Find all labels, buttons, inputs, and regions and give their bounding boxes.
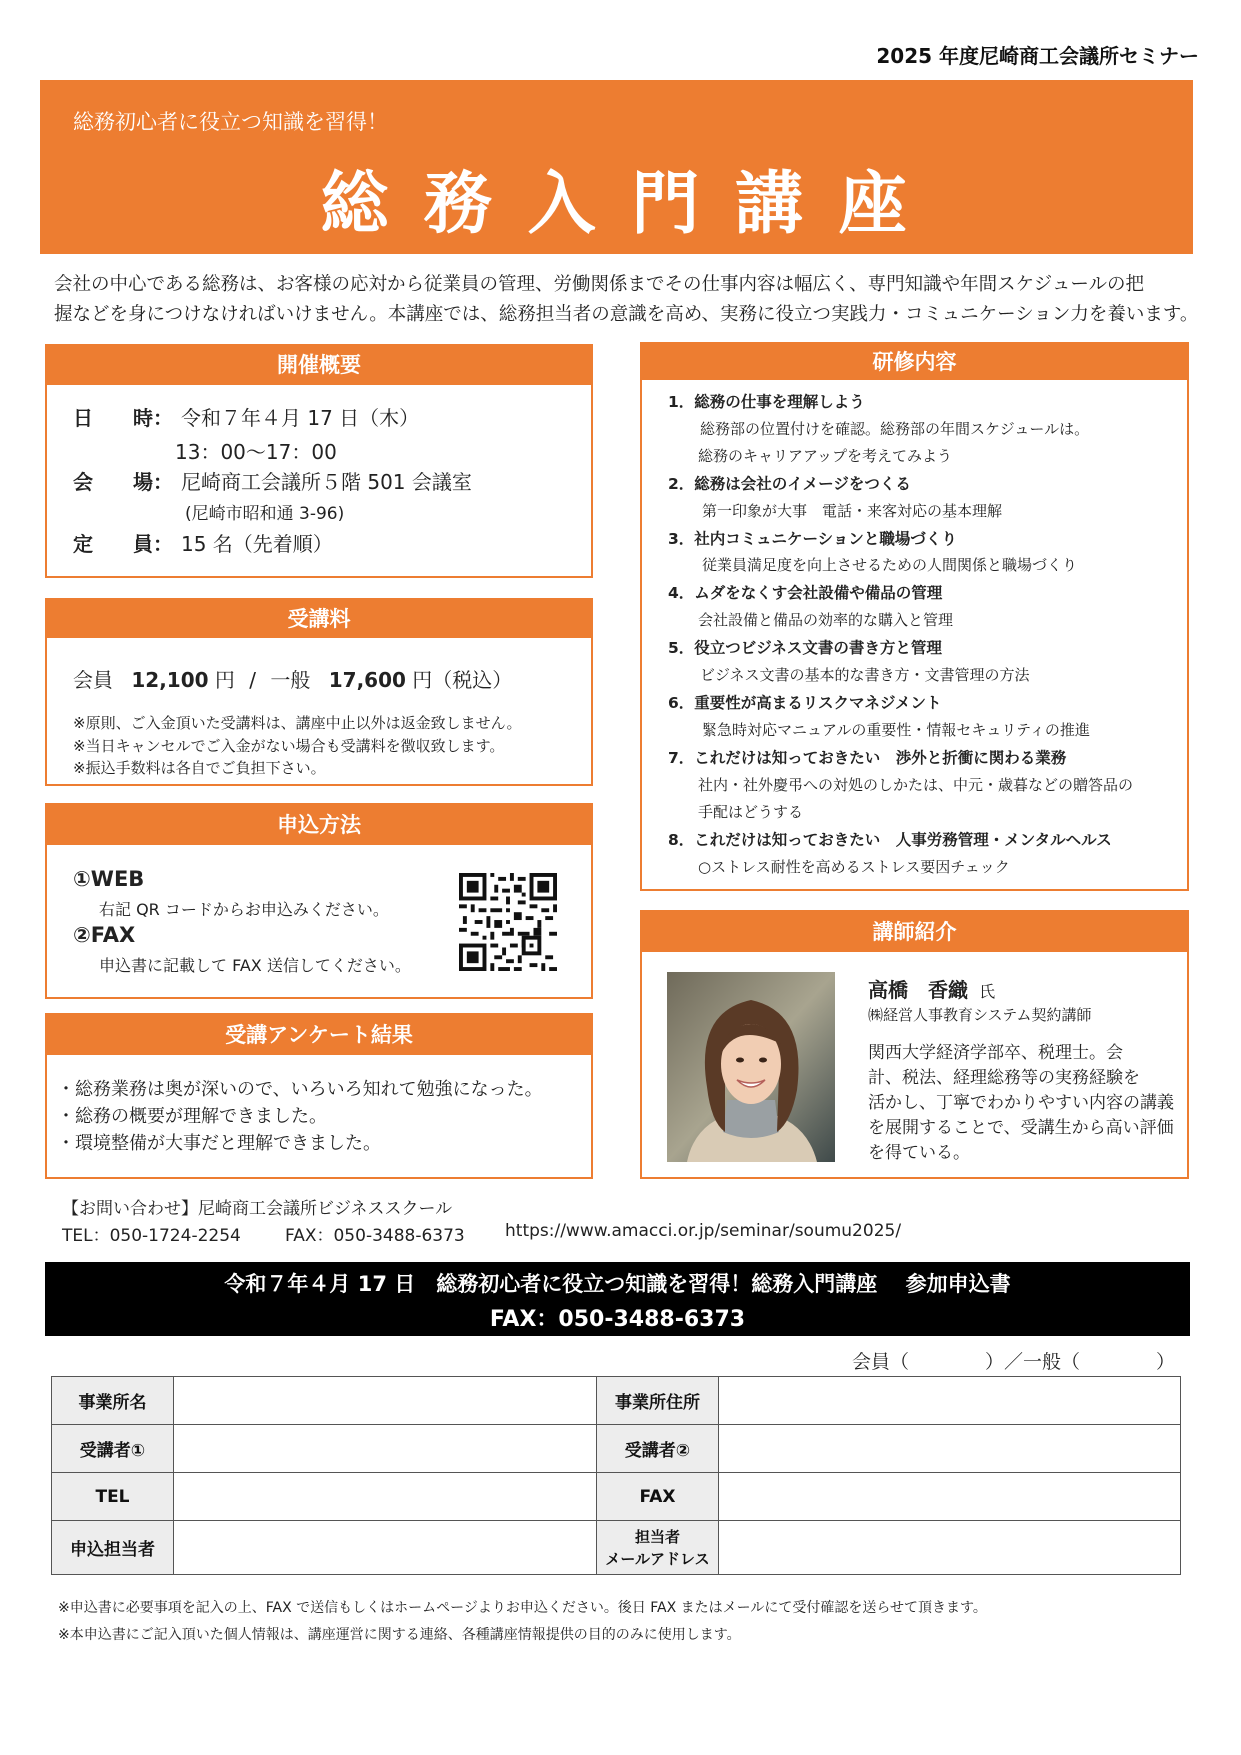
curriculum-heading: 2．総務は会社のイメージをつくる bbox=[668, 475, 911, 493]
curriculum-title: 研修内容 bbox=[642, 344, 1187, 380]
form-header bbox=[45, 1262, 1190, 1336]
form-note: ※本申込書にご記入頂いた個人情報は、講座運営に関する連絡、各種講座情報提供の目的のみに使用します。 bbox=[58, 1627, 741, 1643]
fax-input[interactable] bbox=[719, 1473, 1181, 1521]
instructor-photo bbox=[667, 972, 835, 1162]
member-amount: 12,100 bbox=[131, 668, 209, 692]
tax-note: 円（税込） bbox=[412, 668, 513, 692]
curriculum-detail: 総務のキャリアアップを考えてみよう bbox=[698, 447, 952, 465]
instructor-bio-line: 活かし、丁寧でわかりやすい内容の講義 bbox=[868, 1093, 1174, 1113]
curriculum-detail: 緊急時対応マニュアルの重要性・情報セキュリティの推進 bbox=[702, 721, 1090, 739]
venue-label: 会 場： bbox=[73, 470, 173, 494]
curriculum-box bbox=[640, 342, 1189, 891]
tel-label: TEL bbox=[52, 1473, 174, 1521]
contact-title: 【お問い合わせ】尼崎商工会議所ビジネススクール bbox=[62, 1199, 453, 1219]
contact-url[interactable]: https://www.amacci.or.jp/seminar/soumu2025/ bbox=[505, 1221, 902, 1241]
curriculum-detail: 社内・社外慶弔への対処のしかたは、中元・歳暮などの贈答品の bbox=[698, 776, 1134, 794]
address-input[interactable] bbox=[719, 1377, 1181, 1425]
instructor-honorific: 氏 bbox=[979, 982, 996, 1001]
instructor-bio-line: 計、税法、経理総務等の実務経験を bbox=[868, 1068, 1140, 1088]
email-label-line: メールアドレス bbox=[605, 1549, 710, 1568]
fee-note: ※振込手数料は各自でご負担下さい。 bbox=[73, 759, 326, 777]
date-label: 日 時： bbox=[73, 406, 173, 430]
tel-input[interactable] bbox=[174, 1473, 597, 1521]
qr-code[interactable] bbox=[459, 873, 557, 971]
venue-address: (尼崎市昭和通 3-96) bbox=[185, 504, 345, 524]
curriculum-heading: 3．社内コミュニケーションと職場づくり bbox=[668, 530, 957, 548]
curriculum-detail: 総務部の位置付けを確認。総務部の年間スケジュールは。 bbox=[700, 420, 1090, 438]
email-label bbox=[597, 1521, 719, 1575]
form-header-title: 令和７年４月 17 日 総務初心者に役立つ知識を習得！総務入門講座 参加申込書 bbox=[224, 1272, 1011, 1296]
instructor-affiliation: ㈱経営人事教育システム契約講師 bbox=[868, 1006, 1092, 1024]
survey-box bbox=[45, 1013, 593, 1179]
curriculum-heading: 6．重要性が高まるリスクマネジメント bbox=[668, 694, 942, 712]
survey-item: ・総務の概要が理解できました。 bbox=[57, 1106, 327, 1127]
header-label: 2025 年度尼崎商工会議所セミナー bbox=[876, 44, 1199, 68]
attendee2-label: 受講者② bbox=[597, 1425, 719, 1473]
curriculum-detail: ビジネス文書の基本的な書き方・文書管理の方法 bbox=[700, 666, 1030, 684]
instructor-title: 講師紹介 bbox=[642, 912, 1187, 952]
company-input[interactable] bbox=[174, 1377, 597, 1425]
form-note: ※申込書に必要事項を記入の上、FAX で送信もしくはホームページよりお申込ください。後日 FAX またはメールにて受付確認を送らせて頂きます。 bbox=[58, 1600, 987, 1616]
banner-subtitle: 総務初心者に役立つ知識を習得！ bbox=[73, 110, 388, 134]
overview-box bbox=[45, 344, 593, 578]
fee-separator: / bbox=[249, 668, 257, 692]
survey-item: ・総務業務は奥が深いので、いろいろ知れて勉強になった。 bbox=[57, 1079, 543, 1100]
contact-tel: TEL：050-1724-2254 bbox=[62, 1226, 241, 1246]
curriculum-heading: 4．ムダをなくす会社設備や備品の管理 bbox=[668, 584, 943, 602]
contact-fax: FAX：050-3488-6373 bbox=[285, 1226, 465, 1246]
company-label: 事業所名 bbox=[52, 1377, 174, 1425]
curriculum-detail: 従業員満足度を向上させるための人間関係と職場づくり bbox=[702, 556, 1078, 574]
intro-line: 会社の中心である総務は、お客様の応対から従業員の管理、労働関係までその仕事内容は幅広く、専門知識や年間スケジュールの把 bbox=[54, 274, 1145, 295]
survey-title: 受講アンケート結果 bbox=[47, 1015, 591, 1055]
curriculum-heading: 5．役立つビジネス文書の書き方と管理 bbox=[668, 639, 942, 657]
fax-desc: 申込書に記載して FAX 送信してください。 bbox=[99, 956, 411, 975]
curriculum-heading: 8．これだけは知っておきたい 人事労務管理・メンタルヘルス bbox=[668, 831, 1112, 849]
attendee1-input[interactable] bbox=[174, 1425, 597, 1473]
curriculum-heading: 1．総務の仕事を理解しよう bbox=[668, 393, 865, 411]
title-banner bbox=[40, 80, 1193, 254]
application-form bbox=[51, 1376, 1181, 1575]
time-value: 13：00〜17：00 bbox=[175, 440, 337, 464]
survey-item: ・環境整備が大事だと理解できました。 bbox=[57, 1133, 381, 1154]
venue-value: 尼崎商工会議所５階 501 会議室 bbox=[181, 470, 472, 494]
attendee1-label: 受講者① bbox=[52, 1425, 174, 1473]
fee-title: 受講料 bbox=[47, 600, 591, 638]
fee-box bbox=[45, 598, 593, 786]
membership-select[interactable]: 会員（ ）／一般（ ） bbox=[851, 1351, 1175, 1373]
banner-title: 総 務 入 門 講 座 bbox=[320, 165, 913, 244]
instructor-box bbox=[640, 910, 1189, 1179]
instructor-bio-line: を展開することで、受講生から高い評価 bbox=[868, 1118, 1174, 1138]
curriculum-detail: 会社設備と備品の効率的な購入と管理 bbox=[698, 611, 954, 629]
intro-line: 握などを身につけなければいけません。本講座では、総務担当者の意識を高め、実務に役立つ実践力・コミュニケーション力を養います。 bbox=[54, 304, 1199, 325]
web-desc: 右記 QR コードからお申込みください。 bbox=[99, 900, 389, 919]
overview-title: 開催概要 bbox=[47, 346, 591, 385]
instructor-bio-line: 関西大学経済学部卒、税理士。会 bbox=[868, 1043, 1123, 1063]
curriculum-detail: 手配はどうする bbox=[698, 803, 804, 821]
fee-note: ※原則、ご入金頂いた受講料は、講座中止以外は返金致しません。 bbox=[73, 714, 522, 732]
applicant-input[interactable] bbox=[174, 1521, 597, 1575]
instructor-name: 高橋 香織 bbox=[868, 978, 968, 1002]
form-header-fax: FAX：050-3488-6373 bbox=[489, 1307, 746, 1332]
instructor-name-line bbox=[868, 974, 995, 1003]
apply-title: 申込方法 bbox=[47, 805, 591, 845]
general-amount: 17,600 bbox=[328, 668, 406, 692]
email-label-line: 担当者 bbox=[634, 1527, 680, 1546]
intro-text bbox=[54, 270, 1204, 330]
applicant-label: 申込担当者 bbox=[52, 1521, 174, 1575]
member-label: 会員 bbox=[73, 668, 113, 692]
capacity-value: 15 名（先着順） bbox=[181, 532, 333, 556]
email-input[interactable] bbox=[719, 1521, 1181, 1575]
curriculum-heading: 7．これだけは知っておきたい 渉外と折衝に関わる業務 bbox=[668, 749, 1067, 767]
web-title: ①WEB bbox=[73, 867, 145, 891]
instructor-bio-line: を得ている。 bbox=[868, 1143, 970, 1163]
fax-label: FAX bbox=[597, 1473, 719, 1521]
address-label: 事業所住所 bbox=[597, 1377, 719, 1425]
curriculum-detail: ○ストレス耐性を高めるストレス要因チェック bbox=[698, 858, 1010, 876]
yen-unit: 円 bbox=[214, 668, 235, 692]
capacity-label: 定 員： bbox=[73, 532, 173, 556]
fee-note: ※当日キャンセルでご入金がない場合も受講料を徴収致します。 bbox=[73, 737, 505, 755]
fee-line bbox=[73, 664, 512, 693]
curriculum-detail: 第一印象が大事 電話・来客対応の基本理解 bbox=[702, 502, 1003, 520]
apply-box bbox=[45, 803, 593, 999]
general-label: 一般 bbox=[270, 668, 311, 692]
date-value: 令和７年４月 17 日（木） bbox=[181, 406, 420, 430]
attendee2-input[interactable] bbox=[719, 1425, 1181, 1473]
fax-title: ②FAX bbox=[73, 923, 136, 947]
